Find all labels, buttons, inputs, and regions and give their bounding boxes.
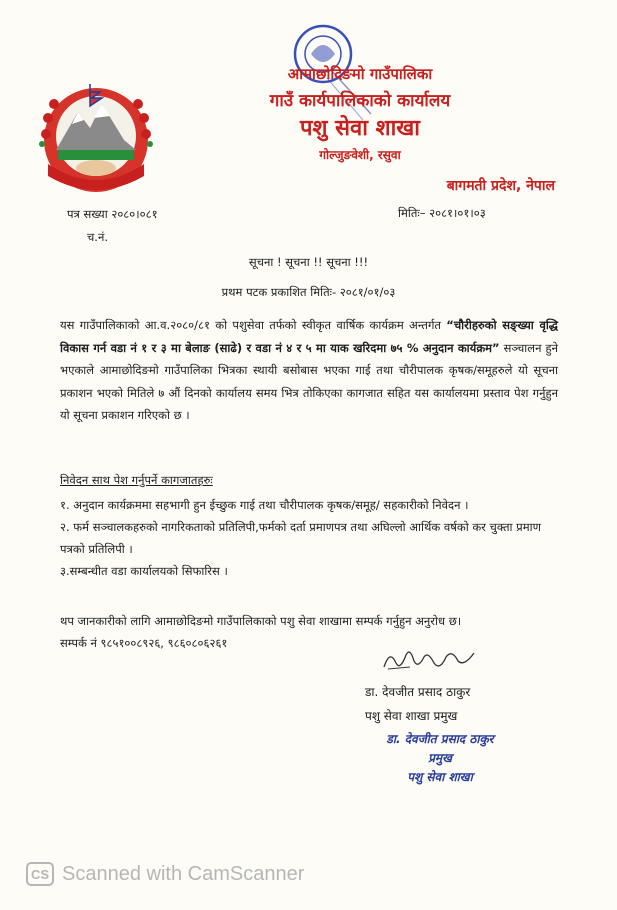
letter-number: पत्र सख्या २०८०।०८१ [67, 207, 158, 221]
notice-title: सूचना ! सूचना !! सूचना !!! [248, 255, 369, 269]
published-date: प्रथम पटक प्रकाशित मितिः- २०८१/०१/०३ [221, 285, 396, 299]
camscanner-logo-icon: CS [26, 862, 54, 886]
contact-info [60, 610, 560, 654]
nepal-emblem-icon [34, 78, 158, 196]
notice-body-intro: यस गाउँपालिकाको आ.व.२०८०/८१ को पशुसेवा तर्फको स्वीकृत वार्षिक कार्यक्रम अन्तर्गत [60, 318, 447, 332]
list-item: १. अनुदान कार्यक्रममा सहभागी हुन ईच्छुक गाई तथा चौरीपालक कृषक/समूह/ सहकारीको निवेदन । [60, 498, 469, 512]
letter-date: मितिः– २०८१।०१।०३ [398, 206, 486, 220]
documents-list [60, 494, 560, 582]
dispatch-number: च.नं. [87, 230, 108, 244]
letterhead-province: बागमती प्रदेश, नेपाल [446, 178, 555, 194]
watermark-text: Scanned with CamScanner [62, 862, 305, 885]
notice-body-rest: सञ्चालन हुने भएकाले आमाछोदिङमो गाउँपालिका भित्रका स्थायी बसोबास भएका गाई तथा चौरीपालक कृषक/समूहरुले यो सूचना प्रकाशन भएको मितिले ७ औं दिनको कार्यालय समय भित्र तोकिएका कागजात सहित यस कार्यालयमा प्रस्ताव पेश गर्नुहुन यो सूचना प्रकाशन गरिएको छ । [60, 340, 558, 422]
documents-heading: निवेदन साथ पेश गर्नुपर्ने कागजातहरुः [60, 473, 213, 487]
contact-phone: सम्पर्क नं ९८५१००८९२६, ९८६०८०६२६१ [60, 636, 228, 650]
list-item: ३.सम्बन्धीत वडा कार्यालयको सिफारिस । [60, 564, 228, 578]
letterhead-location: गोल्जुङवेशी, रसुवा [319, 148, 401, 162]
scanner-watermark [26, 862, 304, 886]
notice-body-program: “चौरीहरुको सङ्ख्या वृद्धि विकास गर्न वडा नं १ र ३ मा बेलाङ (साढे) र वडा नं ४ र ५ मा याक खरिदमा ७५ % अनुदान कार्यक्रम” [60, 318, 558, 355]
letterhead-municipality: आमाछोदिङमो गाउँपालिका [287, 65, 433, 83]
list-item: २. फर्म सञ्चालकहरुको नागरिकताको प्रतिलिपी,फर्मको दर्ता प्रमाणपत्र तथा अघिल्लो आर्थिक वर्षको कर चुक्ता प्रमाण पत्रको प्रतिलिपी । [60, 520, 541, 556]
name-stamp [360, 730, 520, 787]
letterhead-office: गाउँ कार्यपालिकाको कार्यालय [269, 91, 451, 111]
notice-body [60, 314, 558, 427]
signer-block [365, 680, 470, 728]
stamp-role: प्रमुख [428, 751, 452, 765]
signer-title: पशु सेवा शाखा प्रमुख [365, 709, 458, 723]
signature-icon [380, 645, 480, 675]
stamp-name: डा. देवजीत प्रसाद ठाकुर [386, 732, 494, 746]
stamp-office: पशु सेवा शाखा [407, 770, 473, 784]
letterhead-section: पशु सेवा शाखा [300, 116, 420, 141]
signer-name: डा. देवजीत प्रसाद ठाकुर [365, 685, 471, 699]
contact-line: थप जानकारीको लागि आमाछोदिङमो गाउँपालिकाको पशु सेवा शाखामा सम्पर्क गर्नुहुन अनुरोध छ। [60, 614, 462, 628]
